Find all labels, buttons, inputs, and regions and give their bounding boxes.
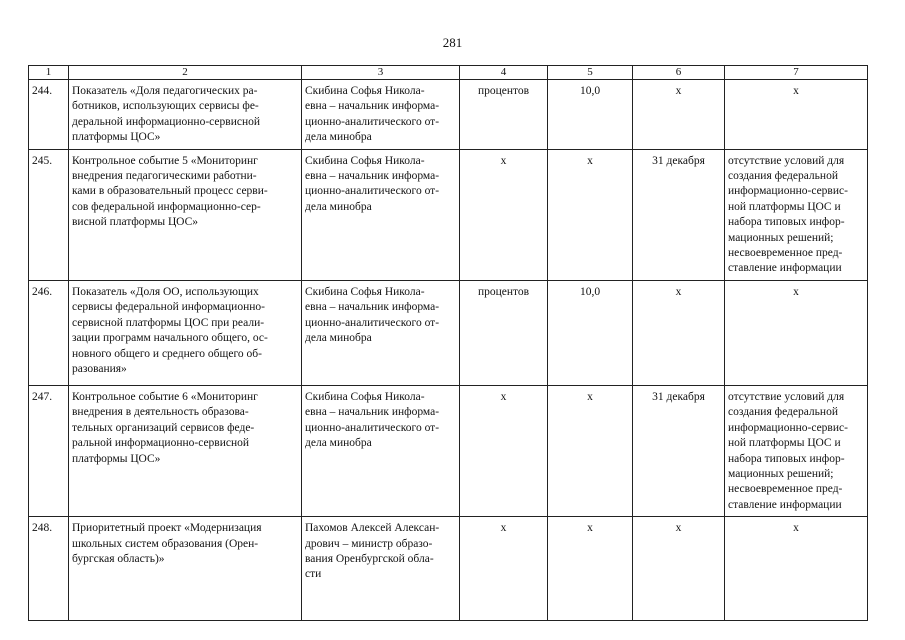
text-line: Скибина Софья Никола- [305,390,425,403]
text-line: бургская область)» [72,552,165,565]
table-row [29,280,868,385]
text-line: тельных организаций сервисов феде- [72,421,255,434]
text-line: сервисы федеральной информационно- [72,301,265,314]
text-line: евна – начальник информа- [305,406,440,419]
text-line: х [793,522,799,535]
table-row [29,80,868,150]
text-line: зации программ начального общего, ос- [72,332,268,345]
row-number: 244. [29,80,69,150]
text-line: школьных систем образования (Орен- [72,537,259,550]
column-header: 7 [725,66,868,80]
row-value: 10,0 [548,280,633,385]
text-line: платформы ЦОС» [72,131,161,144]
row-deadline: х [633,280,725,385]
text-line: висной платформы ЦОС» [72,216,199,229]
text-line: ной платформы ЦОС и [728,200,841,213]
text-line: дрович – министр образо- [305,537,433,550]
row-description [69,149,302,280]
text-line: создания федеральной [728,406,838,419]
text-line: х [793,85,799,97]
text-line: платформы ЦОС» [72,452,161,465]
text-line: мационных решений; [728,467,834,480]
column-header: 4 [460,66,548,80]
text-line: несвоевременное пред- [728,247,843,260]
row-risks [725,80,868,150]
text-line: деральной информационно-сервисной [72,115,261,128]
text-line: евна – начальник информа- [305,170,440,183]
text-line: Показатель «Доля педагогических ра- [72,85,258,97]
text-line: информационно-сервис- [728,421,848,434]
row-value: 10,0 [548,80,633,150]
text-line: сти [305,568,322,581]
text-line: евна – начальник информа- [305,100,440,113]
row-value: х [548,517,633,621]
row-deadline: х [633,80,725,150]
table-row [29,517,868,621]
row-number: 247. [29,385,69,516]
text-line: дела минобра [305,332,372,345]
row-risks [725,517,868,621]
row-description [69,280,302,385]
text-line: сервисной платформы ЦОС при реали- [72,316,265,329]
column-header: 3 [302,66,460,80]
text-line: ционно-аналитического от- [305,421,440,434]
text-line: дела минобра [305,200,372,213]
text-line: евна – начальник информа- [305,301,440,314]
row-deadline: х [633,517,725,621]
row-number: 246. [29,280,69,385]
row-value: х [548,149,633,280]
text-line: создания федеральной [728,170,838,183]
row-risks [725,385,868,516]
column-header: 2 [69,66,302,80]
text-line: вания Оренбургской обла- [305,552,434,565]
text-line: набора типовых инфор- [728,452,845,465]
text-line: набора типовых инфор- [728,216,845,229]
row-responsible [302,280,460,385]
page-number: 281 [442,35,463,50]
column-header: 5 [548,66,633,80]
text-line: сов федеральной информационно-сер- [72,200,261,213]
row-unit: х [460,517,548,621]
row-number: 248. [29,517,69,621]
header-row [29,66,868,80]
text-line: ками в образовательный процесс серви- [72,185,268,198]
text-line: дела минобра [305,437,372,450]
table-row [29,385,868,516]
text-line: мационных решений; [728,231,834,244]
text-line: Пахомов Алексей Алексан- [305,522,440,535]
text-line: новного общего и среднего общего об- [72,347,262,360]
text-line: Контрольное событие 6 «Мониторинг [72,390,258,403]
text-line: ной платформы ЦОС и [728,437,841,450]
row-risks [725,280,868,385]
row-responsible [302,517,460,621]
row-description [69,385,302,516]
row-unit: х [460,385,548,516]
text-line: ботников, использующих сервисы фе- [72,100,259,113]
text-line: ставление информации [728,498,842,511]
text-line: разования» [72,362,127,375]
row-unit: процентов [460,80,548,150]
text-line: ционно-аналитического от- [305,115,440,128]
text-line: ральной информационно-сервисной [72,437,250,450]
text-line: Скибина Софья Никола- [305,285,425,298]
text-line: отсутствие условий для [728,154,845,167]
text-line: внедрения в деятельность образова- [72,406,249,419]
row-unit: процентов [460,280,548,385]
row-unit: х [460,149,548,280]
text-line: дела минобра [305,131,372,144]
text-line: Скибина Софья Никола- [305,85,425,97]
row-deadline: 31 декабря [633,149,725,280]
row-description [69,80,302,150]
row-responsible [302,149,460,280]
column-header: 6 [633,66,725,80]
text-line: ционно-аналитического от- [305,316,440,329]
text-line: информационно-сервис- [728,185,848,198]
row-description [69,517,302,621]
text-line: Приоритетный проект «Модернизация [72,522,262,535]
row-risks [725,149,868,280]
text-line: Показатель «Доля ОО, использующих [72,285,259,298]
text-line: ставление информации [728,262,842,275]
row-responsible [302,80,460,150]
row-responsible [302,385,460,516]
plan-table [28,65,868,621]
column-header: 1 [29,66,69,80]
table-row [29,149,868,280]
text-line: внедрения педагогическими работни- [72,170,257,183]
text-line: х [793,285,799,298]
row-number: 245. [29,149,69,280]
text-line: Скибина Софья Никола- [305,154,425,167]
text-line: ционно-аналитического от- [305,185,440,198]
row-deadline: 31 декабря [633,385,725,516]
text-line: отсутствие условий для [728,390,845,403]
row-value: х [548,385,633,516]
text-line: Контрольное событие 5 «Мониторинг [72,154,258,167]
text-line: несвоевременное пред- [728,483,843,496]
